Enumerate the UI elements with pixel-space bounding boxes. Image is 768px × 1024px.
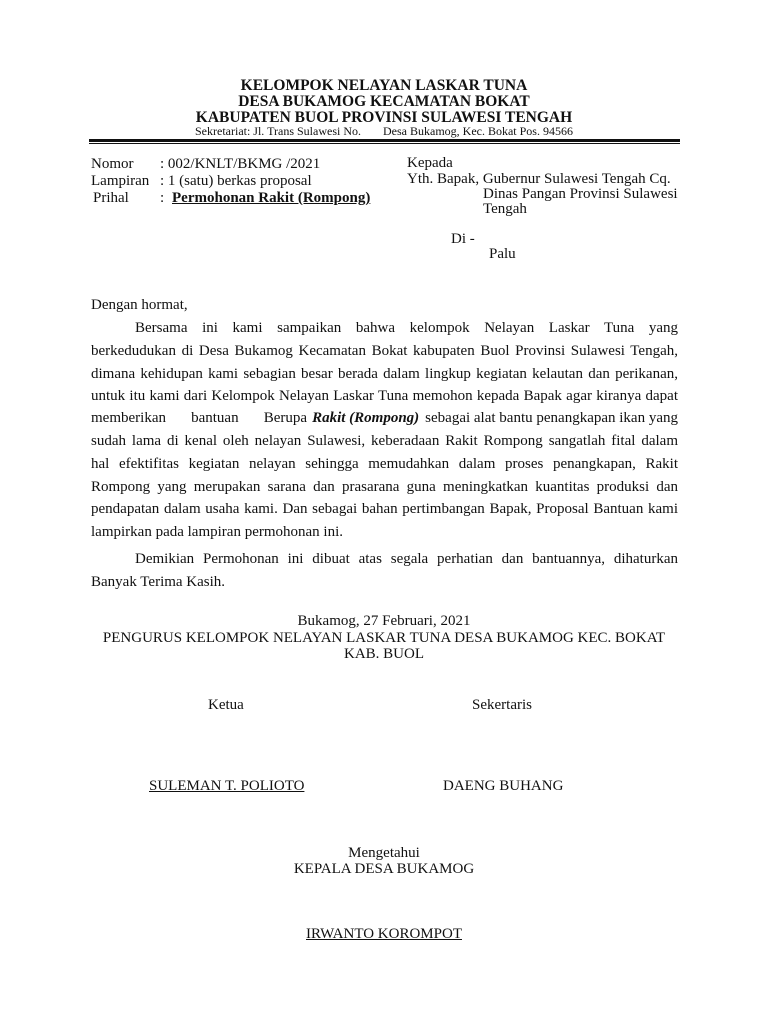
recipient-line3: Tengah bbox=[483, 201, 527, 217]
organization-line2: KAB. BUOL bbox=[343, 646, 424, 662]
nomor-value: : 002/KNLT/BKMG /2021 bbox=[160, 156, 321, 172]
paragraph2-line1: Demikian Permohonan ini dibuat atas segala perhatian dan bantuannya, dihaturkan bbox=[135, 551, 678, 567]
place-date: Bukamog, 27 Februari, 2021 bbox=[297, 613, 471, 629]
recipient-line1: Yth. Bapak, Gubernur Sulawesi Tengah Cq. bbox=[407, 171, 671, 187]
recipient-city: Palu bbox=[489, 246, 516, 262]
paragraph1-line7: hal efektifitas kegiatan nelayan sehingga memudahkan dalam proses penangkapan, Rakit bbox=[91, 456, 678, 472]
letterhead-village: DESA BUKAMOG KECAMATAN BOKAT bbox=[238, 93, 530, 110]
nomor-label: Nomor bbox=[91, 156, 134, 172]
recipient-di: Di - bbox=[451, 231, 475, 247]
mengetahui-label: Mengetahui bbox=[348, 845, 420, 861]
ketua-title: Ketua bbox=[208, 697, 244, 713]
paragraph1-line4: untuk itu kami dari Kelompok Nelayan Laskar Tuna memohon kepada Bapak agar kiranya dapat bbox=[91, 388, 678, 404]
letterhead-divider-thick bbox=[89, 139, 680, 142]
organization-line1: PENGURUS KELOMPOK NELAYAN LASKAR TUNA DESA BUKAMOG KEC. BOKAT bbox=[102, 630, 666, 646]
secretariat-village: Desa Bukamog, Kec. Bokat Pos. 94566 bbox=[383, 124, 573, 138]
ketua-name: SULEMAN T. POLIOTO bbox=[149, 778, 305, 794]
sekretaris-title: Sekertaris bbox=[472, 697, 532, 713]
paragraph1-line5-end: sebagai alat bantu penangkapan ikan yang bbox=[425, 410, 678, 426]
kepala-desa-name-wrap bbox=[0, 926, 768, 943]
prihal-value: Permohonan Rakit (Rompong) bbox=[172, 190, 371, 206]
paragraph1-line5 bbox=[91, 410, 678, 427]
lampiran-value: : 1 (satu) berkas proposal bbox=[160, 173, 312, 189]
recipient-line2: Dinas Pangan Provinsi Sulawesi bbox=[483, 186, 678, 202]
paragraph1-line10: lampirkan pada lampiran permohonan ini. bbox=[91, 524, 344, 540]
paragraph1-line9: pendapatan dalam usaha kami. Dan sebagai bahan pertimbangan Bapak, Proposal Bantuan kami bbox=[91, 501, 678, 517]
prihal-label: Prihal bbox=[93, 190, 129, 206]
paragraph1-line2: berkedudukan di Desa Bukamog Kecamatan Bokat kabupaten Buol Provinsi Sulawesi Tengah, bbox=[91, 343, 678, 359]
kepala-desa-title: KEPALA DESA BUKAMOG bbox=[293, 861, 475, 877]
recipient-kepada: Kepada bbox=[407, 155, 453, 171]
secretariat-street: Sekretariat: Jl. Trans Sulawesi No. bbox=[195, 124, 361, 138]
letterhead-divider-thin bbox=[89, 143, 680, 144]
greeting: Dengan hormat, bbox=[91, 297, 188, 313]
paragraph1-line3: dimana kehidupan kami sebagian besar berada dalam lingkup kegiatan kelautan dan perikanan, bbox=[91, 366, 678, 382]
letterhead-secretariat bbox=[0, 124, 768, 139]
letterhead-group-name: KELOMPOK NELAYAN LASKAR TUNA bbox=[240, 77, 528, 94]
letterhead-regency: KABUPATEN BUOL PROVINSI SULAWESI TENGAH bbox=[195, 109, 573, 126]
lampiran-label: Lampiran bbox=[91, 173, 150, 189]
paragraph1-line8: Rompong yang merupakan sarana dan prasarana guna meningkatkan kuantitas produksi dan bbox=[91, 479, 678, 495]
kepala-desa-name: IRWANTO KOROMPOT bbox=[306, 926, 462, 942]
paragraph1-line6: sudah lama di kenal oleh nelayan Sulawesi, keberadaan Rakit Rompong sangatlah fital dalam bbox=[91, 433, 678, 449]
emphasis-rakit-rompong: Rakit (Rompong) bbox=[312, 410, 420, 426]
paragraph1-line5-start: memberikan bantuan Berupa bbox=[91, 410, 308, 426]
sekretaris-name: DAENG BUHANG bbox=[443, 778, 564, 794]
paragraph2-line2: Banyak Terima Kasih. bbox=[91, 574, 226, 590]
prihal-colon: : bbox=[160, 190, 165, 206]
paragraph1-line1: Bersama ini kami sampaikan bahwa kelompok Nelayan Laskar Tuna yang bbox=[135, 320, 678, 336]
